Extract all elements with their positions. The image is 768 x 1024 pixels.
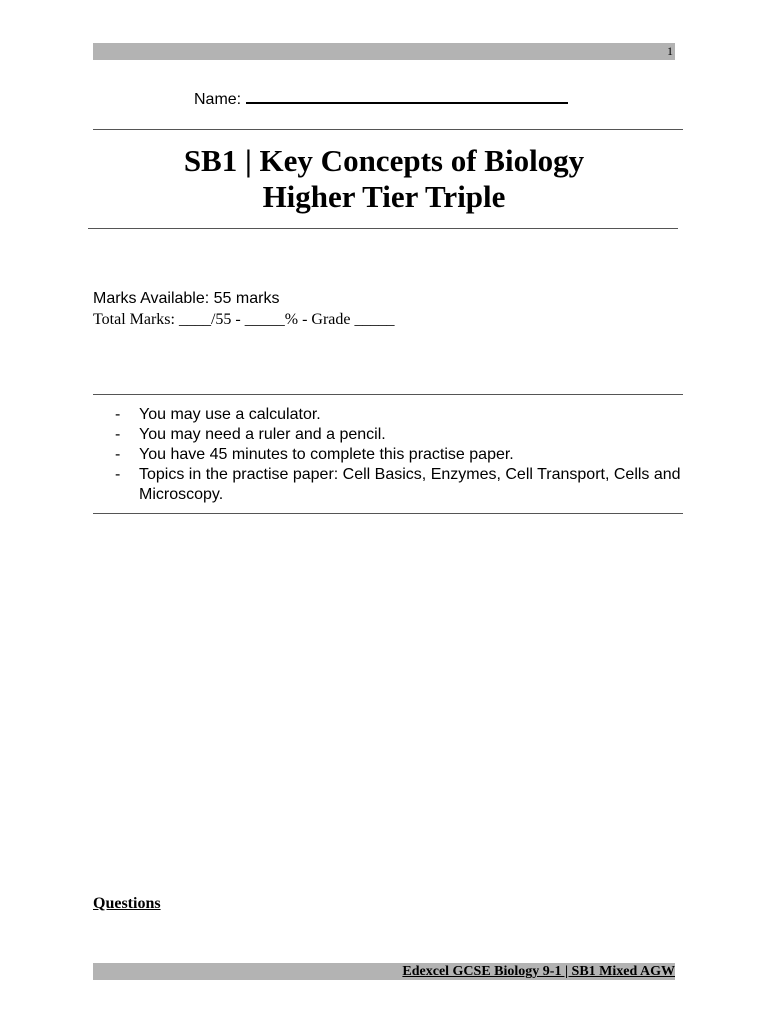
instruction-text: Topics in the practise paper: Cell Basics, Enzymes, Cell Transport, Cells and Microscopy. xyxy=(139,466,681,503)
footer-text: Edexcel GCSE Biology 9-1 | SB1 Mixed AGW xyxy=(402,964,675,979)
name-field xyxy=(194,87,568,110)
name-blank-line xyxy=(246,87,568,104)
page-title xyxy=(93,143,675,215)
divider-title-bottom xyxy=(88,228,678,229)
divider-instructions-bottom xyxy=(93,513,683,514)
instruction-item xyxy=(113,405,683,425)
bullet-dash: - xyxy=(115,426,121,443)
page-number: 1 xyxy=(667,44,673,58)
questions-heading: Questions xyxy=(93,895,161,912)
total-marks: Total Marks: ____/55 - _____% - Grade _____ xyxy=(93,311,395,328)
instruction-item xyxy=(113,465,683,505)
footer-bar xyxy=(93,963,675,980)
instruction-item xyxy=(113,445,683,465)
bullet-dash: - xyxy=(115,466,121,483)
name-label: Name: xyxy=(194,91,242,108)
header-bar xyxy=(93,43,675,60)
instruction-text: You may use a calculator. xyxy=(139,406,321,423)
divider-top xyxy=(93,129,683,130)
bullet-dash: - xyxy=(115,446,121,463)
title-line-1: SB1 | Key Concepts of Biology xyxy=(183,143,585,178)
marks-available: Marks Available: 55 marks xyxy=(93,290,280,307)
bullet-dash: - xyxy=(115,406,121,423)
instruction-text: You may need a ruler and a pencil. xyxy=(139,426,386,443)
divider-instructions-top xyxy=(93,394,683,395)
title-line-2: Higher Tier Triple xyxy=(262,179,506,214)
instruction-item xyxy=(113,425,683,445)
instructions-list xyxy=(113,405,683,505)
instruction-text: You have 45 minutes to complete this practise paper. xyxy=(139,446,514,463)
